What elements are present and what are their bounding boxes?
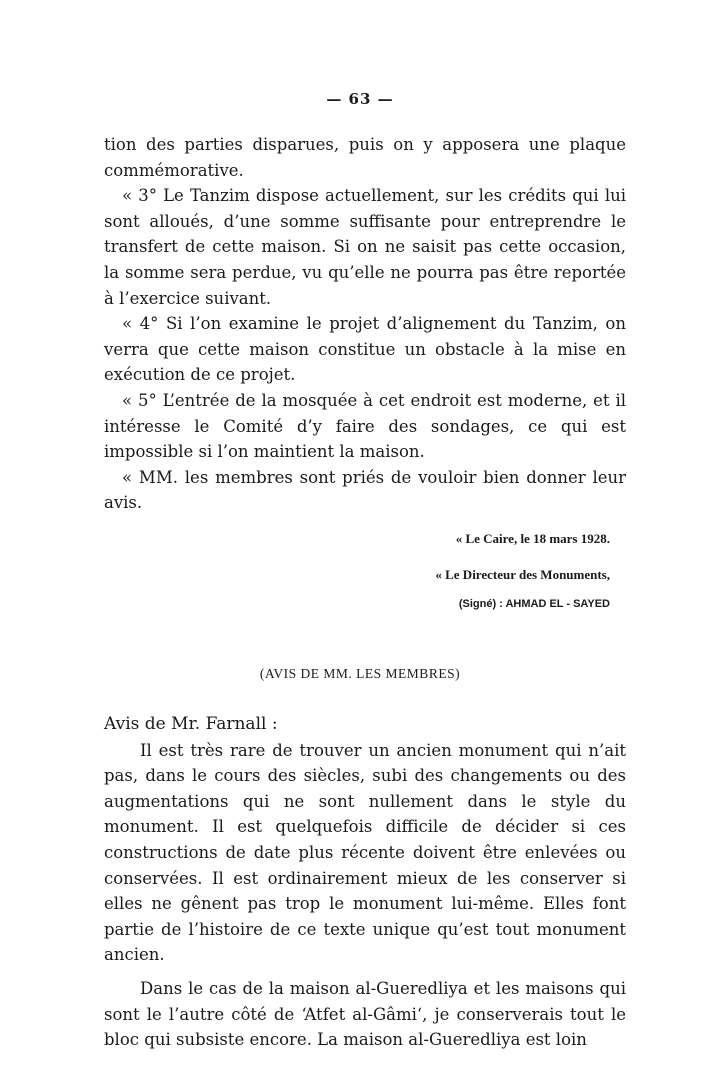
page-number: — 63 — (326, 90, 394, 108)
signature-place-date: « Le Caire, le 18 mars 1928. (455, 531, 610, 546)
section-heading: (AVIS DE MM. LES MEMBRES) (259, 666, 461, 681)
opinion-heading: Avis de Mr. Farnall : (104, 714, 278, 734)
intro-section (104, 132, 626, 516)
opinion-section (104, 712, 626, 1053)
opinion-paragraph: Dans le cas de la maison al-Gueredliya et les maisons qui sont le l’autre côté de ‘Atfet al-Gâmi‘, je conserverais tout le bloc qui subsiste encore. La maison al-Gueredliya est loin (104, 978, 626, 1050)
signature-signed: (Signé) : AHMAD EL - SAYED (458, 598, 610, 610)
paragraph-point-5: « 5° L’entrée de la mosquée à cet endroit est moderne, et il intéresse le Comité d’y faire des sondages, ce qui est impossible si l’on maintient la maison. (104, 390, 626, 462)
paragraph-continuation: tion des parties disparues, puis on y apposera une plaque commémorative. (104, 135, 626, 180)
paragraph-request: « MM. les membres sont priés de vouloir bien donner leur avis. (104, 467, 626, 513)
opinion-paragraph: Il est très rare de trouver un ancien monument qui n’ait pas, dans le cours des siècles, subi des changements ou des augmentations qui ne sont nullement dans le style du monument. Il est quelquefois difficile de décider si ces constructions de date plus récente doivent être enlevées ou conservées. Il est ordinairement mieux de les conserver si elles ne gênent pas trop le monument lui-même. Elles font partie de l’histoire de ce texte unique qu’est tout monument ancien. (104, 740, 626, 965)
signature-title: « Le Directeur des Monuments, (435, 567, 610, 582)
paragraph-point-3: « 3° Le Tanzim dispose actuellement, sur les crédits qui lui sont alloués, d’une somme suffisante pour entreprendre le transfert de cette maison. Si on ne saisit pas cette occasion, la somme sera perdue, vu qu’elle ne pourra pas être reportée à l’exercice suivant. (104, 186, 626, 308)
paragraph-point-4: « 4° Si l’on examine le projet d’alignement du Tanzim, on verra que cette maison constitue un obstacle à la mise en exécution de ce projet. (104, 314, 626, 385)
